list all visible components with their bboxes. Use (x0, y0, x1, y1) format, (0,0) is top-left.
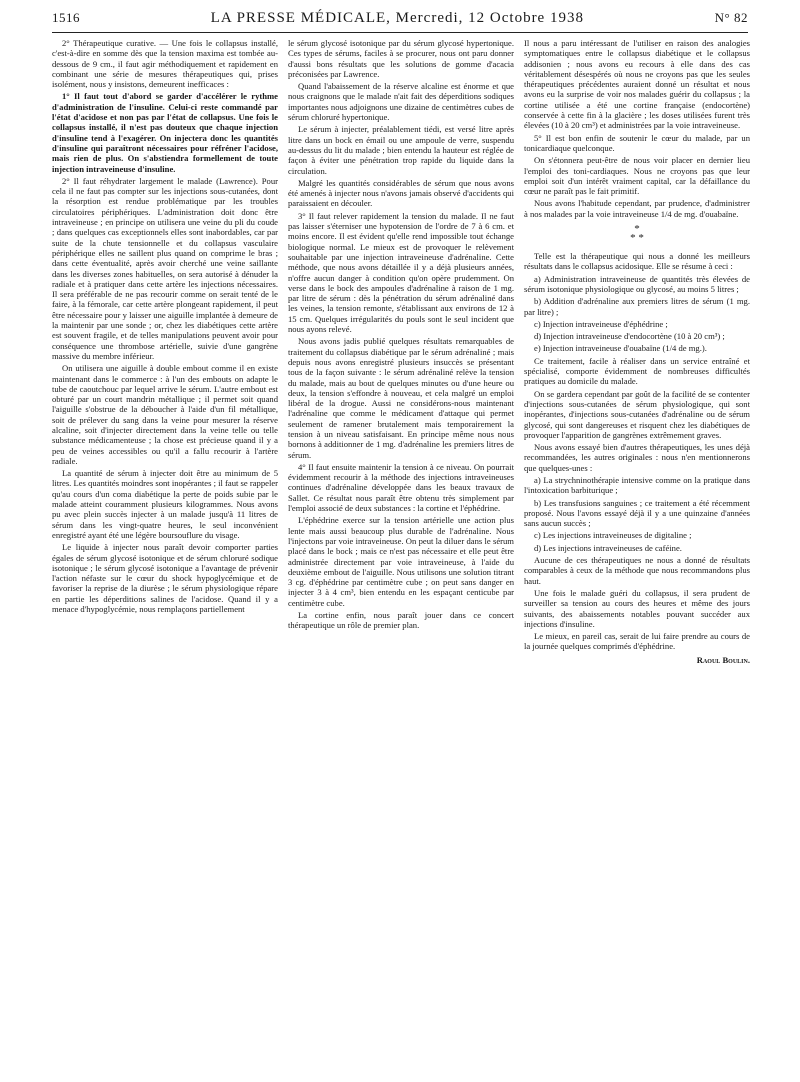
paragraph: On s'étonnera peut-être de nous voir placer en dernier lieu l'emploi des toni-cardiaques. Nous ne croyons pas que leur emploi soit d'un intérêt vraiment capital, car la défaillance du cœur ne paraît pas le fait primitif. (524, 155, 750, 197)
list-item: c) Les injections intraveineuses de digitaline ; (534, 530, 692, 541)
journal-title: LA PRESSE MÉDICALE, Mercredi, 12 Octobre 1938 (210, 10, 584, 26)
list-item: a) La strychninothérapie intensive comme on la pratique dans l'intoxication barbiturique ; (524, 474, 750, 496)
paragraph: Il nous a paru intéressant de l'utiliser en raison des analogies symptomatiques entre le collapsus diabétique et le collapsus addisonien ; nous avons eu recours à elle dans des cas véritablement désespérés où nous ne croyons pas que les seules thérapeutiques précédentes auraient donné un résultat et nous avons eu la surprise de voir nos malades guérir du collapsus ; la cortine utilisée a été une cortine française (endocortène) conservée à cette fin à la glacière ; les doses utilisées furent très élevées (10 à 20 cm³) et administrées par la voie intraveineuse. (524, 38, 750, 131)
list-item: b) Les transfusions sanguines ; ce traitement a été récemment proposé. Nous l'avons essayé déjà il y a une quinzaine d'années sans aucun succès ; (524, 497, 750, 529)
paragraph: Ce traitement, facile à réaliser dans un service entraîné et spécialisé, comporte évidemment de nombreuses difficultés pratiques au domicile du malade. (524, 355, 750, 387)
paragraph: La cortine enfin, nous paraît jouer dans ce concert thérapeutique un rôle de premier plan. (288, 610, 514, 631)
page-number: 1516 (52, 10, 80, 25)
column-3 (524, 38, 750, 1058)
paragraph: Le mieux, en pareil cas, serait de lui faire prendre au cours de la journée quelques comprimés d'éphédrine. (524, 631, 750, 652)
paragraph: Telle est la thérapeutique qui nous a donné les meilleurs résultats dans le collapsus acidosique. Elle se résume à ceci : (524, 251, 750, 272)
paragraph: 1° Il faut tout d'abord se garder d'accélérer le rythme d'administration de l'insuline. Celui-ci reste commandé par l'état d'acidose et non pas par l'état de collapsus. Une fois le collapsus installé, il n'est pas douteux que chaque injection d'insuline tend à l'exagérer. On injectera donc les quantités d'insuline qui paraîtront nécessaires pour réfréner l'acidose, mais rien de plus. On s'abstiendra formellement de toute injection intraveineuse d'insuline. (52, 91, 278, 174)
paragraph: le sérum glycosé isotonique par du sérum glycosé hypertonique. Ces types de sérums, faciles à se procurer, nous ont paru donner d'aussi bons résultats que les solutions de gomme d'acacia préconisées par Lawrence. (288, 38, 514, 79)
article-body (52, 38, 752, 1058)
list-item: a) Administration intraveineuse de quantités très élevées de sérum isotonique physiologique ou glycosé, au moins 5 litres ; (524, 273, 750, 294)
paragraph: 2° Thérapeutique curative. — Une fois le collapsus installé, c'est-à-dire en somme dès que la tension maxima est tombée au-dessous de 9 cm., il faut agir méthodiquement et rapidement en combinant une série de mesures thérapeutiques qui, prises isolément, nous y insistons, demeurent inefficaces : (52, 38, 278, 90)
page-header (52, 10, 748, 33)
paragraph: 5° Il est bon enfin de soutenir le cœur du malade, par un tonicardiaque quelconque. (524, 132, 750, 153)
separator-star: * (634, 223, 640, 236)
paragraph: La quantité de sérum à injecter doit être au minimum de 5 litres. Les quantités moindres sont inopérantes ; il faut se rappeler qu'au cours d'un coma diabétique la perte de poids subie par le malade atteint couramment plusieurs kilogrammes. Nous avons pu avec plein succès injecter à un malade jusqu'à 11 litres de sérum dans les vingt-quatre heures, le seul inconvénient enregistré ayant été une légère boursouflure du visage. (52, 468, 278, 540)
paragraph: L'éphédrine exerce sur la tension artérielle une action plus lente mais aussi beaucoup plus durable de l'adrénaline. Nous l'injectons par voie intraveineuse. On peut la diluer dans le sérum placé dans le bock ; mais ce n'est pas nécessaire et elle peut être administrée directement par voie intraveineuse, à l'aide du deuxième embout de l'aiguille. Nous utilisons une solution titrant 3 cg. d'éphédrine par centimètre cube ; on peut sans danger en injecter 3 à 4 cm³, bien entendu en les espaçant centicube par centimètre cube. (288, 515, 514, 608)
paragraph: Malgré les quantités considérables de sérum que nous avons été amenés à injecter nous n'avons jamais observé d'accidents qui paraissaient en découler. (288, 177, 514, 209)
list-item: d) Les injections intraveineuses de caféine. (534, 542, 682, 553)
author-signature: Raoul Boulin. (696, 654, 750, 665)
column-1 (52, 38, 278, 1058)
paragraph: 3° Il faut relever rapidement la tension du malade. Il ne faut pas laisser s'éterniser une hypotension de l'ordre de 7 à 6 cm. et moins encore. Il est évident qu'elle rend impossible tout échange biologique normal. Le mieux est de provoquer le relèvement souhaitable par une injection intraveineuse d'adrénaline. Cette méthode, que nous avons détaillée il y a déjà plusieurs années, n'offre aucun danger à condition qu'on opère prudemment. On verse dans le bock des ampoules d'adrénaline à raison de 1 mg. par litre de sérum : dès la pénétration du sérum adrénaliné dans les veines, la tension remonte, s'établissant aux environs de 12 à 15 cm. Quelques irrégularités du pouls sont le seul incident que nous ayons relevé. (288, 210, 514, 335)
list-item: d) Injection intraveineuse d'endocortène (10 à 20 cm³) ; (534, 331, 725, 342)
paragraph: Nous avons l'habitude cependant, par prudence, d'administrer à nos malades par la voie intraveineuse 1/4 de mg. d'ouabaïne. (524, 198, 750, 219)
paragraph: On utilisera une aiguille à double embout comme il en existe maintenant dans le commerce : à l'un des embouts on adapte le tube de caoutchouc par lequel arrive le sérum. L'autre embout est obturé par un court mandrin métallique ; il permet soit quand l'aiguille s'obstrue de la déboucher à l'aide d'un fil métallique, soit de prélever du sang dans la veine pour mesurer la réserve alcaline, soit d'injecter directement dans la veine telle ou telle substance médicamenteuse ; la chose est précieuse quand il y a peu de veines accessibles ou qu'il a fallu recourir à l'artère radiale. (52, 363, 278, 466)
paragraph: 2° Il faut réhydrater largement le malade (Lawrence). Pour cela il ne faut pas compter sur les injections sous-cutanées, dont la résorption est rendue problématique par les troubles circulatoires périphériques. L'administration doit donc être intraveineuse ; en principe on utilisera une veine du pli du coude ; dans quelques cas exceptionnels elles sont inabordables, car par suite de la chute tensionnelle et du collapsus vasculaire périphérique elles ne saillent plus quand on comprime le bras ; dans cette éventualité, après avoir cherché une veine saillante dans les diverses zones habituelles, on sera autorisé à dénuder la radiale et à pratiquer dans cette artère les injections nécessaires. Il sera préférable de ne pas recourir comme on serait tenté de le faire, à la fémorale, car cette artère plongeant rapidement, il peut être nécessaire pour y laisser une aiguille implantée à demeure de la maintenir par une sonde ; or, chez les diabétiques cette artère est souvent fragile, et de telles manipulations peuvent avoir pour conséquence une thrombose artérielle, suivie d'une gangrène massive du membre inférieur. (52, 175, 278, 361)
paragraph: Aucune de ces thérapeutiques ne nous a donné de résultats comparables à ceux de la méthode que nous recommandons plus haut. (524, 555, 750, 586)
list-item: c) Injection intraveineuse d'éphédrine ; (534, 318, 668, 329)
list-item: b) Addition d'adrénaline aux premiers litres de sérum (1 mg. par litre) ; (524, 296, 750, 317)
list-item: e) Injection intraveineuse d'ouabaïne (1/4 de mg.). (534, 343, 707, 354)
paragraph: Le liquide à injecter nous paraît devoir comporter parties égales de sérum glycosé isotonique et de sérum chloruré sodique isotonique ; le sérum glycosé isotonique a l'avantage de prévenir l'action néfaste sur le cœur du shock hypoglycémique et de favoriser la reprise de la diurèse ; le sérum physiologique répare en partie les déperditions salines de l'acidose. Quand il y a menace d'hypoglycémie, nous remplaçons partiellement (52, 542, 278, 615)
section-separator (524, 225, 750, 243)
paragraph: On se gardera cependant par goût de la facilité de se contenter d'injections sous-cutanées de sérum physiologique, qui sont inopérantes, d'injections sous-cutanées d'adrénaline ou de sérum glycosé, qui sont dangereuses et risquent chez les diabétiques de provoquer l'apparition de gangrènes extrêmement graves. (524, 388, 750, 440)
issue-number: N° 82 (714, 10, 748, 25)
column-2 (288, 38, 514, 1058)
paragraph: Nous avons jadis publié quelques résultats remarquables de traitement du collapsus diabétique par le sérum adrénaliné ; mais depuis nous avons enregistré plusieurs insuccès se présentant tous de la façon suivante : le sérum adrénaliné relève la tension du malade, mais au bout de quelques minutes ou d'une heure ou deux, la tension s'effondre à nouveau, et cela malgré un emploi libéral de la drogue. Aussi ne considérons-nous maintenant l'adrénaline que comme le médicament d'attaque qui permet seulement de ramener brutalement mais temporairement la tension à un niveau satisfaisant. En principe même nous nous bornons à additionner de 1 mg. d'adrénaline les premiers litres de sérum. (288, 336, 514, 460)
separator-stars: * * (630, 232, 644, 245)
paragraph: 4° Il faut ensuite maintenir la tension à ce niveau. On pourrait évidemment recourir à la méthode des injections intraveineuses continues d'adrénaline développée dans les beaux travaux de Sallet. Ce résultat nous paraît être obtenu très simplement par l'emploi associé de deux substances : la cortine et l'éphédrine. (288, 461, 514, 514)
paragraph: Une fois le malade guéri du collapsus, il sera prudent de surveiller sa tension au cours des heures et même des jours suivants, des abaissements notables pouvant succéder aux injections d'insuline. (524, 587, 750, 629)
paragraph: Quand l'abaissement de la réserve alcaline est énorme et que nous craignons que le malade n'ait fait des déperditions sodiques importantes nous adjoignons une dizaine de centimètres cubes de sérum chloruré hypertonique. (288, 81, 514, 123)
paragraph: Le sérum à injecter, préalablement tiédi, est versé litre après litre dans un bock en émail ou une ampoule de verre, suspendu au-dessus du lit du malade ; bien entendu la hauteur est réglée de façon à éviter une pénétration trop rapide du liquide dans la circulation. (288, 124, 514, 176)
paragraph: Nous avons essayé bien d'autres thérapeutiques, les unes déjà recommandées, les autres originales : nous n'en mentionnerons que quelques-unes : (524, 442, 750, 473)
